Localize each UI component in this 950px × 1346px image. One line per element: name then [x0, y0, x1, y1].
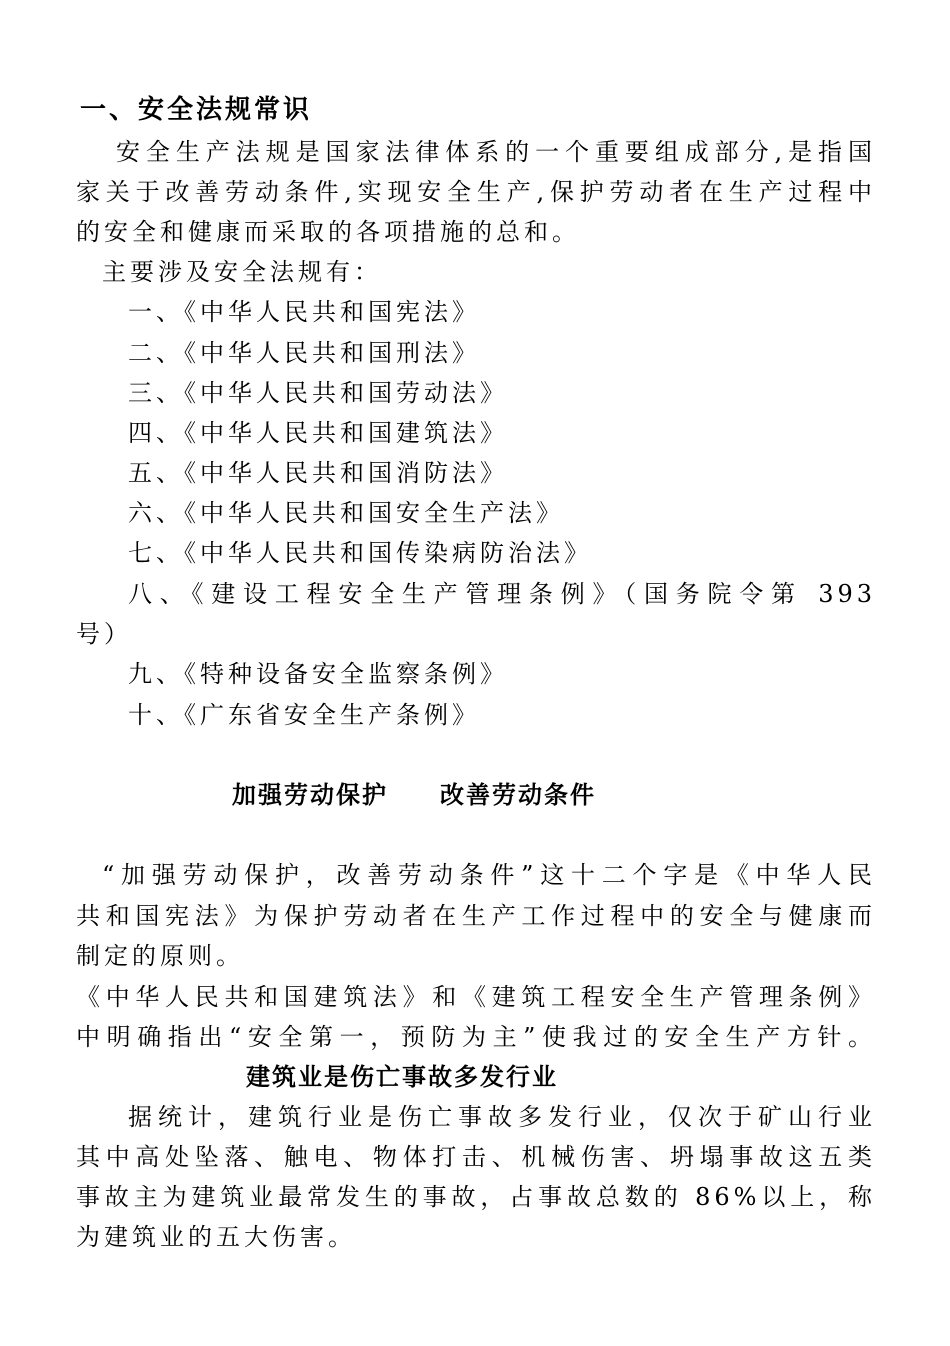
paragraph-line: 制定的原则。: [76, 942, 244, 970]
paragraph-line: 共和国宪法》为保护劳动者在生产工作过程中的安全与健康而: [76, 902, 876, 930]
paragraph-line: 家关于改善劳动条件,实现安全生产,保护劳动者在生产过程中: [76, 178, 876, 206]
law-item: 七、《中华人民共和国传染病防治法》: [128, 539, 592, 567]
law-item: 十、《广东省安全生产条例》: [128, 701, 480, 729]
law-item-continuation: 号）: [76, 620, 132, 648]
paragraph-line: 事故主为建筑业最常发生的事故，占事故总数的 86%以上，称: [76, 1183, 876, 1211]
law-item: 三、《中华人民共和国劳动法》: [128, 379, 508, 407]
paragraph-line: 其中高处坠落、触电、物体打击、机械伤害、坍塌事故这五类: [76, 1143, 876, 1171]
paragraph-line: 中明确指出“安全第一，预防为主”使我过的安全生产方针。: [76, 1023, 876, 1051]
law-item: 一、《中华人民共和国宪法》: [128, 298, 480, 326]
paragraph-line: 据统计，建筑行业是伤亡事故多发行业，仅次于矿山行业: [128, 1103, 876, 1131]
law-item: 四、《中华人民共和国建筑法》: [128, 419, 508, 447]
law-item: 九、《特种设备安全监察条例》: [128, 660, 508, 688]
law-item: 五、《中华人民共和国消防法》: [128, 459, 508, 487]
law-item: 二、《中华人民共和国刑法》: [128, 339, 480, 367]
paragraph-line: “加强劳动保护，改善劳动条件”这十二个字是《中华人民: [102, 861, 876, 889]
paragraph-line: 《中华人民共和国建筑法》和《建筑工程安全生产管理条例》: [76, 983, 876, 1011]
section-title-safety-laws: 一、安全法规常识: [80, 95, 313, 125]
laws-intro: 主要涉及安全法规有：: [102, 258, 382, 286]
paragraph-line: 为建筑业的五大伤害。: [76, 1223, 356, 1251]
paragraph-line: 安全生产法规是国家法律体系的一个重要组成部分,是指国: [116, 138, 876, 166]
paragraph-line: 的安全和健康而采取的各项措施的总和。: [76, 218, 580, 246]
section-title-accident-industry: 建筑业是伤亡事故多发行业: [246, 1063, 558, 1091]
section-title-labor-protection: 加强劳动保护 改善劳动条件: [232, 781, 596, 809]
law-item: 六、《中华人民共和国安全生产法》: [128, 499, 564, 527]
law-item: 八、《建设工程安全生产管理条例》（国务院令第 393: [128, 580, 876, 608]
